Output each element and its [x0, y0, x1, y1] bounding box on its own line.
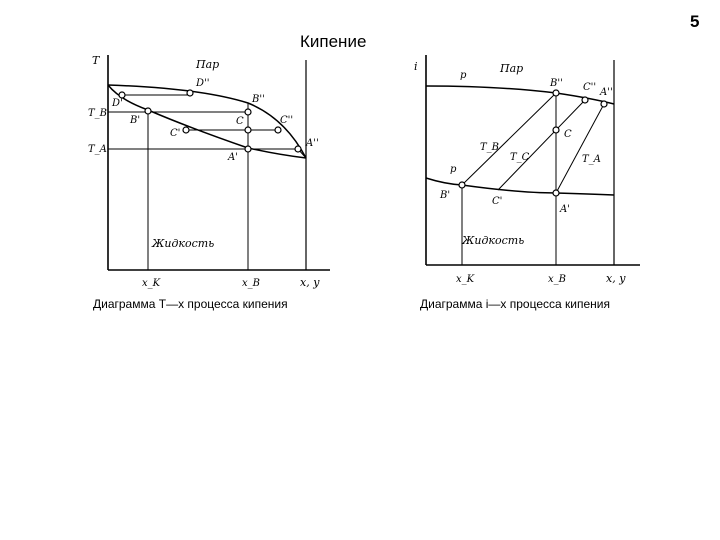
- ix-tie-ta: [556, 104, 604, 193]
- ix-a-prime-label: A': [560, 204, 570, 215]
- tx-xk-label: x_K: [142, 278, 161, 289]
- ix-tb-label: T_B: [480, 142, 500, 153]
- ix-point-c: [553, 127, 559, 133]
- ix-vapor-label: Пар: [500, 62, 524, 75]
- ix-diagram-caption: Диаграмма i—x процесса кипения: [420, 297, 610, 311]
- tx-y-axis-label: T: [92, 54, 100, 67]
- ix-y-axis-label: i: [414, 60, 418, 73]
- tx-a-double-prime-label: A'': [306, 138, 319, 149]
- tx-point-b-prime: [145, 108, 151, 114]
- tx-a-prime-label: A': [228, 152, 238, 163]
- tx-ta-label: T_A: [88, 144, 107, 155]
- tx-b-prime-label: B': [130, 115, 141, 126]
- tx-point-d-double-prime: [187, 90, 193, 96]
- ix-c-prime-label: C': [492, 196, 503, 207]
- tx-vapor-label: Пар: [196, 58, 220, 71]
- ix-point-a-double-prime: [601, 101, 607, 107]
- tx-point-b-double-prime: [245, 109, 251, 115]
- ix-xk-label: x_K: [456, 274, 475, 285]
- tx-d-double-prime-label: D'': [196, 78, 210, 89]
- tx-b-double-prime-label: B'': [252, 94, 265, 105]
- ix-liquid-label: Жидкость: [462, 234, 525, 247]
- ix-liquid-curve: [426, 178, 614, 195]
- tx-c-double-prime-label: C'': [280, 115, 294, 126]
- tx-point-c: [245, 127, 251, 133]
- tx-c-label: C: [236, 116, 244, 127]
- tx-diagram-caption: Диаграмма T—x процесса кипения: [93, 297, 288, 311]
- ix-b-double-prime-label: B'': [550, 78, 563, 89]
- tx-tb-label: T_B: [88, 108, 108, 119]
- ix-tc-label: T_C: [510, 152, 530, 163]
- tx-point-c-prime: [183, 127, 189, 133]
- ix-point-a-prime: [553, 190, 559, 196]
- tx-xb-label: x_B: [242, 278, 260, 289]
- ix-xb-label: x_B: [548, 274, 566, 285]
- ix-point-c-double-prime: [582, 97, 588, 103]
- tx-point-a-double-prime: [295, 146, 301, 152]
- slide-title: Кипение: [300, 32, 367, 51]
- ix-tie-tb: [462, 93, 556, 185]
- ix-point-b-double-prime: [553, 90, 559, 96]
- ix-tie-tc: [498, 100, 585, 190]
- ix-x-axis-label: x, y: [606, 272, 626, 285]
- tx-c-prime-label: C': [170, 128, 181, 139]
- ix-point-b-prime: [459, 182, 465, 188]
- page-number: 5: [690, 12, 700, 31]
- tx-liquid-label: Жидкость: [152, 237, 215, 250]
- ix-p-low-label: p: [450, 164, 457, 175]
- ix-c-label: C: [564, 129, 572, 140]
- ix-b-prime-label: B': [440, 190, 451, 201]
- tx-d-prime-label: D': [112, 98, 123, 109]
- ix-p-top-label: p: [460, 70, 467, 81]
- ix-ta-label: T_A: [582, 154, 601, 165]
- ix-a-double-prime-label: A'': [600, 87, 613, 98]
- tx-point-a-prime: [245, 146, 251, 152]
- ix-c-double-prime-label: C'': [583, 82, 597, 93]
- tx-point-c-double-prime: [275, 127, 281, 133]
- tx-x-axis-label: x, y: [300, 276, 320, 289]
